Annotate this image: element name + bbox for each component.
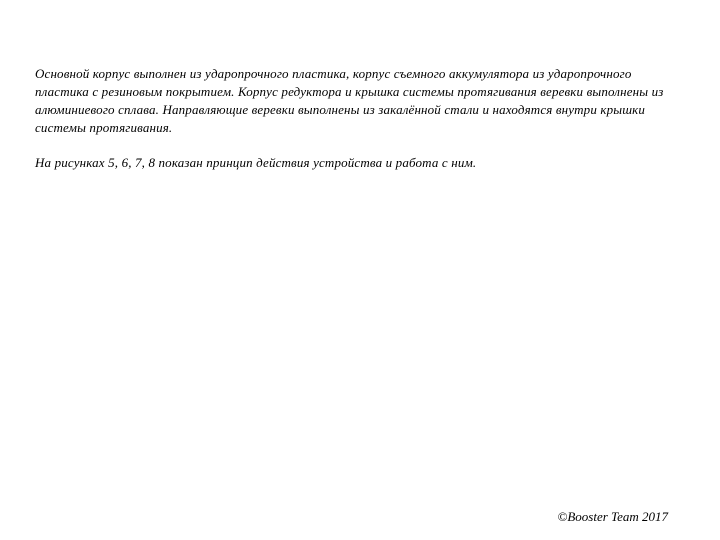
paragraph-materials: Основной корпус выполнен из ударопрочного пластика, корпус съемного аккумулятора из ударопрочного пластика с резиновым покрытием. Корпус редуктора и крышка системы протягивания веревки выполнены из алюминиевого сплава. Направляющие веревки выполнены из закалённой стали и находятся внутри крышки системы протягивания. <box>35 66 664 135</box>
footer-copyright: ©Booster Team 2017 <box>557 509 668 524</box>
paragraph-figures-reference: На рисунках 5, 6, 7, 8 показан принцип действия устройства и работа с ним. <box>35 155 477 170</box>
document-body <box>35 65 685 172</box>
